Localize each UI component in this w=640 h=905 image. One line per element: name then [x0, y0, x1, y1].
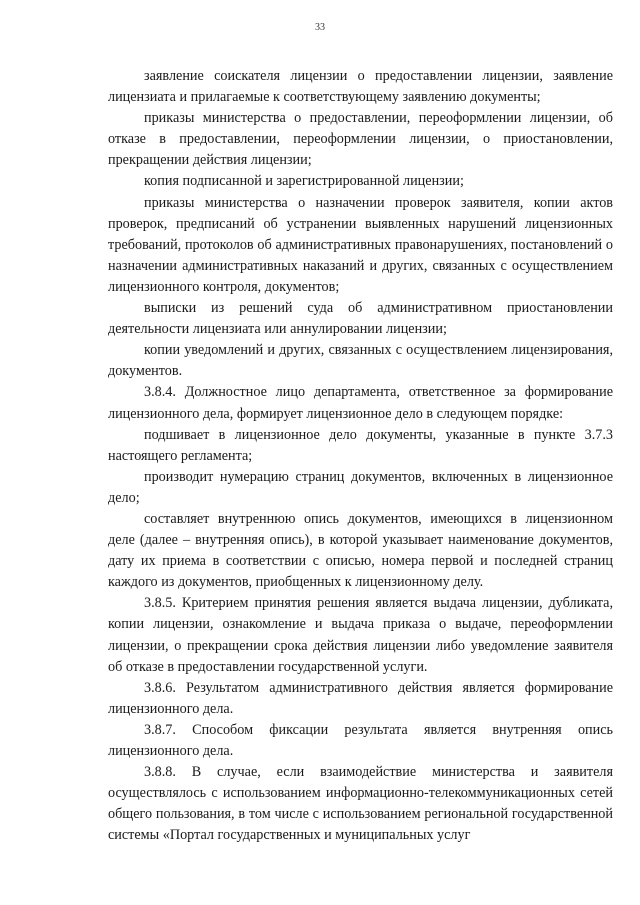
paragraph-3-8-5: 3.8.5. Критерием принятия решения является выдача лицензии, дубликата, копии лицензии, ознакомление и выдача приказа о выдаче, переоформлении лицензии, о прекращении срока действия лицензии либо уведомление заявителя об отказе в предоставлении государственной услуги. [108, 595, 613, 675]
paragraph-notification-copies: копии уведомлений и других, связанных с осуществлением лицензирования, документов. [108, 342, 613, 380]
paragraph-application: заявление соискателя лицензии о предоставлении лицензии, заявление лицензиата и прилагаемые к соответствующему заявлению документы; [108, 68, 613, 106]
paragraph-3-8-8: 3.8.8. В случае, если взаимодействие министерства и заявителя осуществлялось с использованием информационно-телекоммуникационных сетей общего пользования, в том числе с использованием региональной государственной системы «Портал государственных и муниципальных услуг [108, 764, 613, 844]
document-body [108, 66, 613, 846]
paragraph-internal-inventory: составляет внутреннюю опись документов, имеющихся в лицензионном деле (далее – внутренняя опись), в которой указывает наименование документов, дату их приема в соответствии с описью, номера первой и последней страниц каждого из документов, приобщенных к лицензионному делу. [108, 510, 613, 591]
paragraph-page-numbering: производит нумерацию страниц документов, включенных в лицензионное дело; [108, 468, 613, 506]
paragraph-ministry-orders: приказы министерства о предоставлении, переоформлении лицензии, об отказе в предоставлении, переоформлении лицензии, о приостановлении, прекращении действия лицензии; [108, 110, 613, 169]
paragraph-file-documents: подшивает в лицензионное дело документы, указанные в пункте 3.7.3 настоящего регламента; [108, 426, 613, 464]
page-number: 33 [315, 22, 325, 33]
paragraph-3-8-6: 3.8.6. Результатом административного действия является формирование лицензионного дела. [108, 679, 613, 717]
paragraph-3-8-4: 3.8.4. Должностное лицо департамента, ответственное за формирование лицензионного дела, формирует лицензионное дело в следующем порядке: [108, 384, 613, 422]
paragraph-3-8-7: 3.8.7. Способом фиксации результата является внутренняя опись лицензионного дела. [108, 721, 613, 759]
paragraph-court-extracts: выписки из решений суда об административном приостановлении деятельности лицензиата или аннулировании лицензии; [108, 300, 613, 338]
paragraph-inspection-orders: приказы министерства о назначении проверок заявителя, копии актов проверок, предписаний об устранении выявленных нарушений лицензионных требований, протоколов об административных правонарушениях, постановлений о назначении административных наказаний и других, связанных с осуществлением лицензионного контроля, документов; [108, 194, 613, 295]
paragraph-license-copy: копия подписанной и зарегистрированной лицензии; [144, 173, 464, 190]
